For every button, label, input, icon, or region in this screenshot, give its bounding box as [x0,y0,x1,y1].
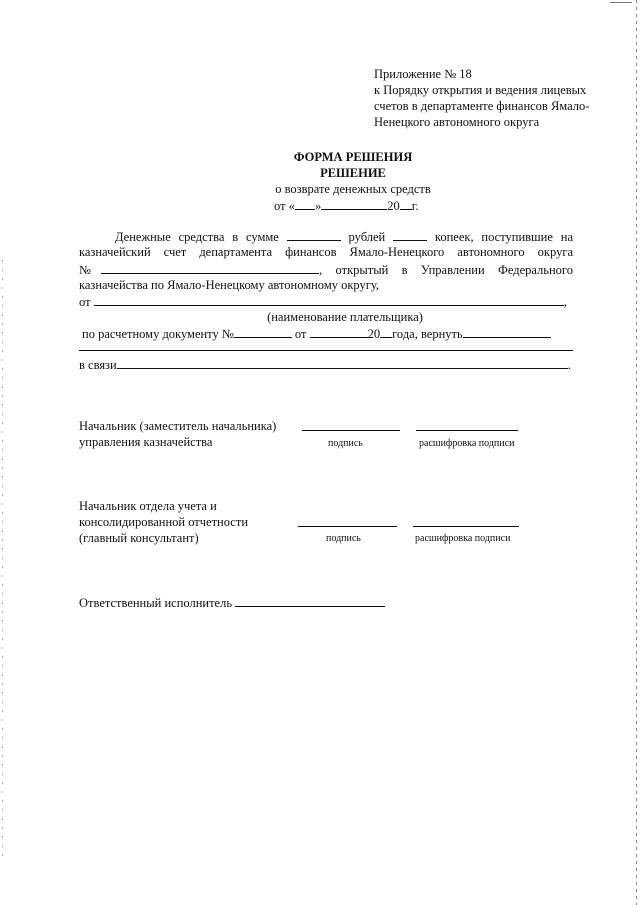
signer-title: консолидированной отчетности [79,515,249,529]
scan-corner-mark [610,2,632,3]
kopecks-label: копеек, поступившие на [434,230,574,244]
payer-comma: , [563,295,567,309]
signer-title: управления казначейства [79,435,213,449]
scan-edge-left [2,260,3,860]
signer-title: (главный консультант) [79,531,199,545]
return-label: года, вернуть [392,327,463,341]
reason-period: . [567,358,571,372]
payment-doc-number-field[interactable] [234,325,292,338]
signer-title: Начальник отдела учета и [79,499,217,513]
account-opened-text: , открытый в Управлении Федерального [319,263,573,277]
signature-name-line[interactable] [416,430,518,431]
payment-doc-year-label: 20 [367,327,381,341]
amount-label: Денежные средства в сумме [115,230,279,244]
signature-caption: подпись [326,533,361,544]
date-year: 20 [387,199,400,213]
amount-kopecks-field[interactable] [393,228,427,241]
scan-edge-right [636,0,637,905]
amount-rubles-field[interactable] [287,228,341,241]
payment-doc-date-field[interactable] [310,325,368,338]
appendix-line: Ненецкого автономного округа [374,115,540,129]
body-line-4: казначейства по Ямало-Ненецкому автономному округу, [79,278,380,292]
signature-name-caption: расшифровка подписи [419,438,515,449]
executor-field[interactable] [235,594,385,607]
from-label: от [79,295,91,309]
account-number-field[interactable] [101,261,319,274]
date-suffix: г. [411,199,419,213]
return-recipient-field[interactable] [463,325,551,338]
signer-title: Начальник (заместитель начальника) [79,419,277,433]
blank-line-7[interactable] [79,350,573,351]
document-title: РЕШЕНИЕ [320,166,386,180]
signature-name-caption: расшифровка подписи [415,533,511,544]
document-date [274,197,419,215]
date-month-field[interactable] [321,197,387,210]
appendix-number: Приложение № 18 [374,67,472,81]
date-mid: » [314,199,322,213]
payment-doc-label: по расчетному документу № [82,327,234,341]
date-day-field[interactable] [295,197,315,210]
payer-caption: (наименование плательщика) [267,310,423,324]
body-line-8 [79,356,571,374]
rubles-label: рублей [348,230,386,244]
account-number-sign: № [79,263,102,277]
appendix-line: к Порядку открытия и ведения лицевых [374,83,587,97]
document-subtitle: о возврате денежных средств [275,182,431,196]
payment-doc-year-field[interactable] [380,325,392,338]
payment-doc-from-label: от [294,327,307,341]
appendix-line: счетов в департаменте финансов Ямало- [374,99,590,113]
signature-line[interactable] [302,430,400,431]
payer-field[interactable] [94,293,564,306]
body-line-6 [82,325,551,343]
signature-caption: подпись [328,438,363,449]
executor-line [79,594,385,612]
date-year-field[interactable] [400,197,412,210]
executor-label: Ответственный исполнитель [79,596,233,610]
body-line-2: казначейский счет департамента финансов Ямало-Ненецкого автономного округа [79,245,573,259]
date-prefix: от « [274,199,295,213]
signature-line[interactable] [298,526,397,527]
form-heading: ФОРМА РЕШЕНИЯ [293,150,413,164]
reason-label: в связи [79,358,117,372]
signature-name-line[interactable] [413,526,519,527]
reason-field[interactable] [117,356,568,369]
